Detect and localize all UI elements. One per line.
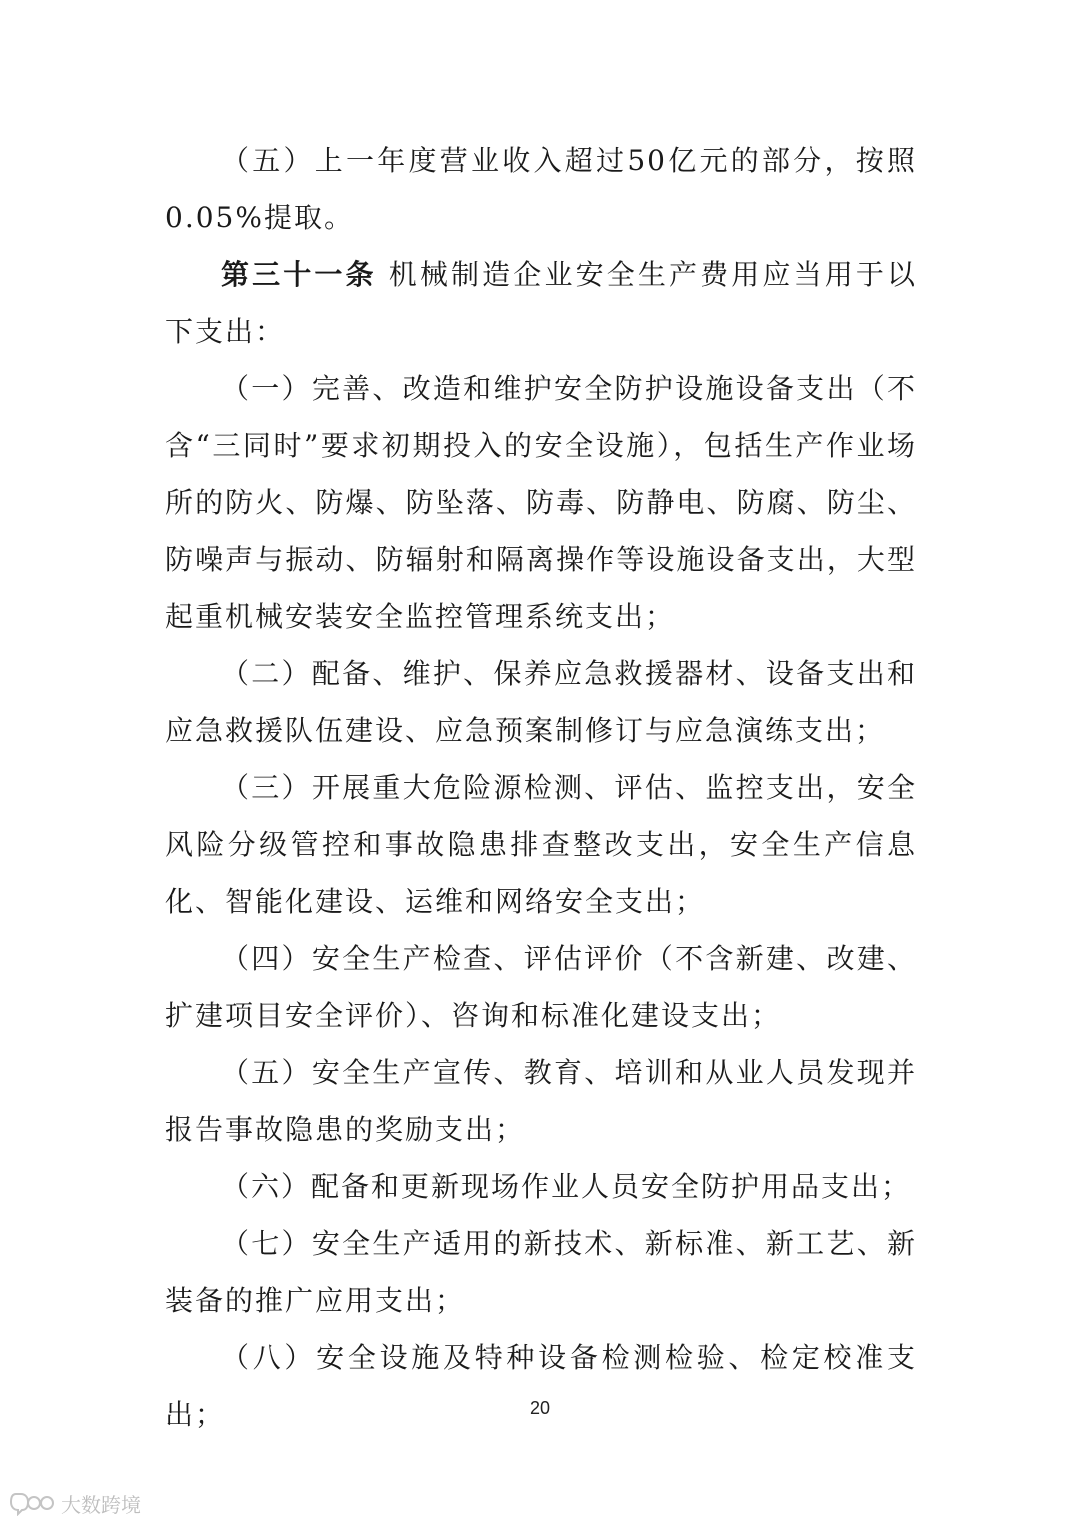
paragraph-item-7 (165, 1215, 917, 1329)
paragraph-item-6 (165, 1158, 917, 1215)
paragraph-item-1 (165, 360, 917, 645)
watermark-text: 大数跨境 (61, 1492, 141, 1517)
paragraph-text: 机械制造企业安全生产费用应当用于以下支出： (165, 258, 917, 348)
paragraph-text: （八）安全设施及特种设备检测检验、检定校准支出； (165, 1341, 917, 1431)
paragraph-item-5 (165, 1044, 917, 1158)
paragraph-text: （二）配备、维护、保养应急救援器材、设备支出和应急救援队伍建设、应急预案制修订与应急演练支出； (165, 657, 917, 747)
paragraph-article-31 (165, 246, 917, 360)
paragraph-item-2 (165, 645, 917, 759)
paragraph-item-8 (165, 1329, 917, 1443)
paragraph-text: （七）安全生产适用的新技术、新标准、新工艺、新装备的推广应用支出； (165, 1227, 917, 1317)
chat-bubble-logo-icon (10, 1490, 56, 1516)
paragraph-text: （五）上一年度营业收入超过50亿元的部分，按照0.05%提取。 (165, 144, 917, 234)
paragraph-text: （五）安全生产宣传、教育、培训和从业人员发现并报告事故隐患的奖励支出； (165, 1056, 917, 1146)
paragraph-fifth-tier-rate (165, 132, 917, 246)
watermark (10, 1488, 141, 1518)
page-number: 20 (529, 1398, 551, 1418)
paragraph-text: （一）完善、改造和维护安全防护设施设备支出（不含“三同时”要求初期投入的安全设施），包括生产作业场所的防火、防爆、防坠落、防毒、防静电、防腐、防尘、防噪声与振动、防辐射和隔离操作等设施设备支出，大型起重机械安装安全监控管理系统支出； (165, 372, 917, 633)
document-body (165, 132, 917, 1443)
paragraph-text: （四）安全生产检查、评估评价（不含新建、改建、扩建项目安全评价）、咨询和标准化建设支出； (165, 942, 917, 1032)
paragraph-text: （三）开展重大危险源检测、评估、监控支出，安全风险分级管控和事故隐患排查整改支出，安全生产信息化、智能化建设、运维和网络安全支出； (165, 771, 917, 918)
paragraph-item-4 (165, 930, 917, 1044)
paragraph-text: （六）配备和更新现场作业人员安全防护用品支出； (221, 1170, 912, 1203)
article-heading: 第三十一条 (221, 258, 377, 291)
paragraph-item-3 (165, 759, 917, 930)
